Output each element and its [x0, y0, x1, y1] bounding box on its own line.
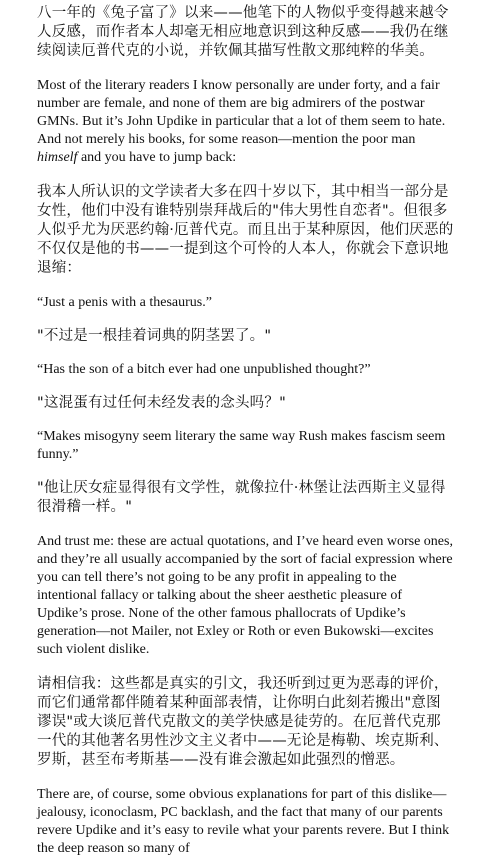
paragraph-en-1-text-b: and you have to jump back:	[77, 150, 237, 165]
paragraph-zh-3: 请相信我：这些都是真实的引文，我还听到过更为恶毒的评价，而它们通常都伴随着某种面部表情，让你明白此刻若搬出"意图谬误"或大谈厄普代克散文的美学快感是徒劳的。在厄普代克那一代的其他著名男性沙文主义者中——无论是梅勒、埃克斯利、罗斯，甚至布考斯基——没有谁会激起如此强烈的憎恶。	[37, 676, 449, 768]
paragraph-en-1-text-a: Most of the literary readers I know personally are under forty, and a fair number are female, and none of them are big admirers of the postwar GMNs. But it’s John Updike in particular that a lot of them seem to hate. And not merely his books, for some reason—mention the poor man	[37, 78, 446, 147]
paragraph-zh-2: 我本人所认识的文学读者大多在四十岁以下，其中相当一部分是女性，他们中没有谁特别崇拜战后的"伟大男性自恋者"。但很多人似乎尤为厌恶约翰·厄普代克。而且出于某种原因，他们厌恶的不仅仅是他的书——一提到这个可怜的人本人，你就会下意识地退缩：	[37, 184, 454, 276]
quote-en-2: “Has the son of a bitch ever had one unpublished thought?”	[37, 362, 371, 377]
paragraph-en-3: There are, of course, some obvious explanations for part of this dislike—jealousy, iconoclasm, PC backlash, and the fact that many of our parents revere Updike and it’s easy to revile what your parents revere. But I think the deep reason so many of	[37, 787, 450, 856]
quote-en-1: “Just a penis with a thesaurus.”	[37, 295, 212, 310]
paragraph-en-2: And trust me: these are actual quotations, and I’ve heard even worse ones, and they’re all usually accompanied by the sort of facial expression where you can tell there’s not going to be any profit in appealing to the intentional fallacy or talking about the sheer aesthetic pleasure of Updike’s prose. None of the other famous phallocrats of Updike’s generation—not Mailer, not Exley or Roth or even Bukowski—excites such violent dislike.	[37, 534, 453, 657]
quote-zh-1: "不过是一根挂着词典的阴茎罢了。"	[37, 328, 272, 344]
paragraph-en-1-italic: himself	[37, 150, 78, 165]
quote-zh-2: "这混蛋有过任何未经发表的念头吗？"	[37, 395, 286, 411]
quote-zh-3: "他让厌女症显得很有文学性，就像拉什·林堡让法西斯主义显得很滑稽一样。"	[37, 480, 446, 515]
paragraph-zh-1: 八一年的《兔子富了》以来——他笔下的人物似乎变得越来越令人反感，而作者本人却毫无相应地意识到这种反感——我仍在继续阅读厄普代克的小说，并钦佩其描写性散文那纯粹的华美。	[37, 5, 449, 59]
paragraph-en-1	[37, 77, 455, 167]
quote-en-3: “Makes misogyny seem literary the same way Rush makes fascism seem funny.”	[37, 429, 446, 462]
